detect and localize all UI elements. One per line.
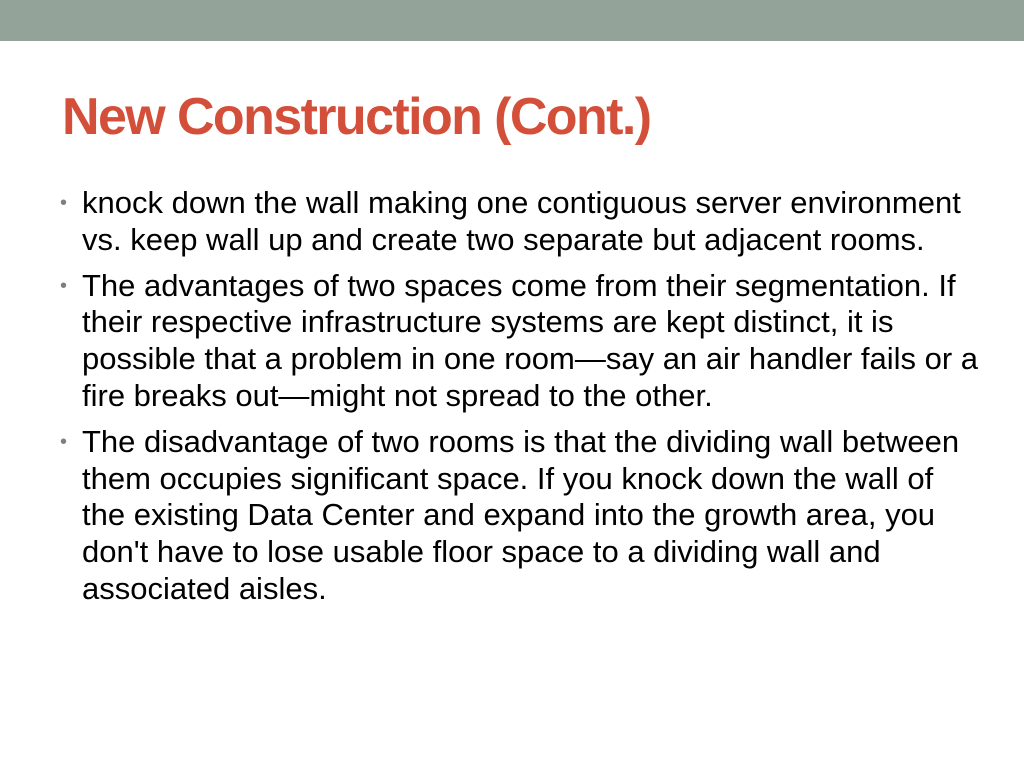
- bullet-text: The advantages of two spaces come from their segmentation. If their respective infrastructure systems are kept distinct, it is possible that a problem in one room—say an air handler fails or a fire breaks out—might not spread to the other.: [82, 267, 979, 413]
- bullet-dot-icon: •: [60, 274, 68, 297]
- bullet-text: The disadvantage of two rooms is that the dividing wall between them occupies significant space. If you knock down the wall of the existing Data Center and expand into the growth area, you don't have to lose usable floor space to a dividing wall and associated aisles.: [82, 423, 960, 606]
- top-accent-bar: [0, 0, 1024, 41]
- bullet-dot-icon: •: [60, 192, 68, 214]
- bullet-dot-icon: •: [60, 430, 68, 453]
- bullet-item: [60, 424, 980, 608]
- bullet-item: [60, 185, 980, 259]
- bullet-list: [60, 185, 980, 617]
- bullet-item: [60, 268, 980, 415]
- bullet-text: knock down the wall making one contiguous server environment vs. keep wall up and create two separate but adjacent rooms.: [82, 185, 961, 257]
- slide-title: New Construction (Cont.): [62, 88, 651, 146]
